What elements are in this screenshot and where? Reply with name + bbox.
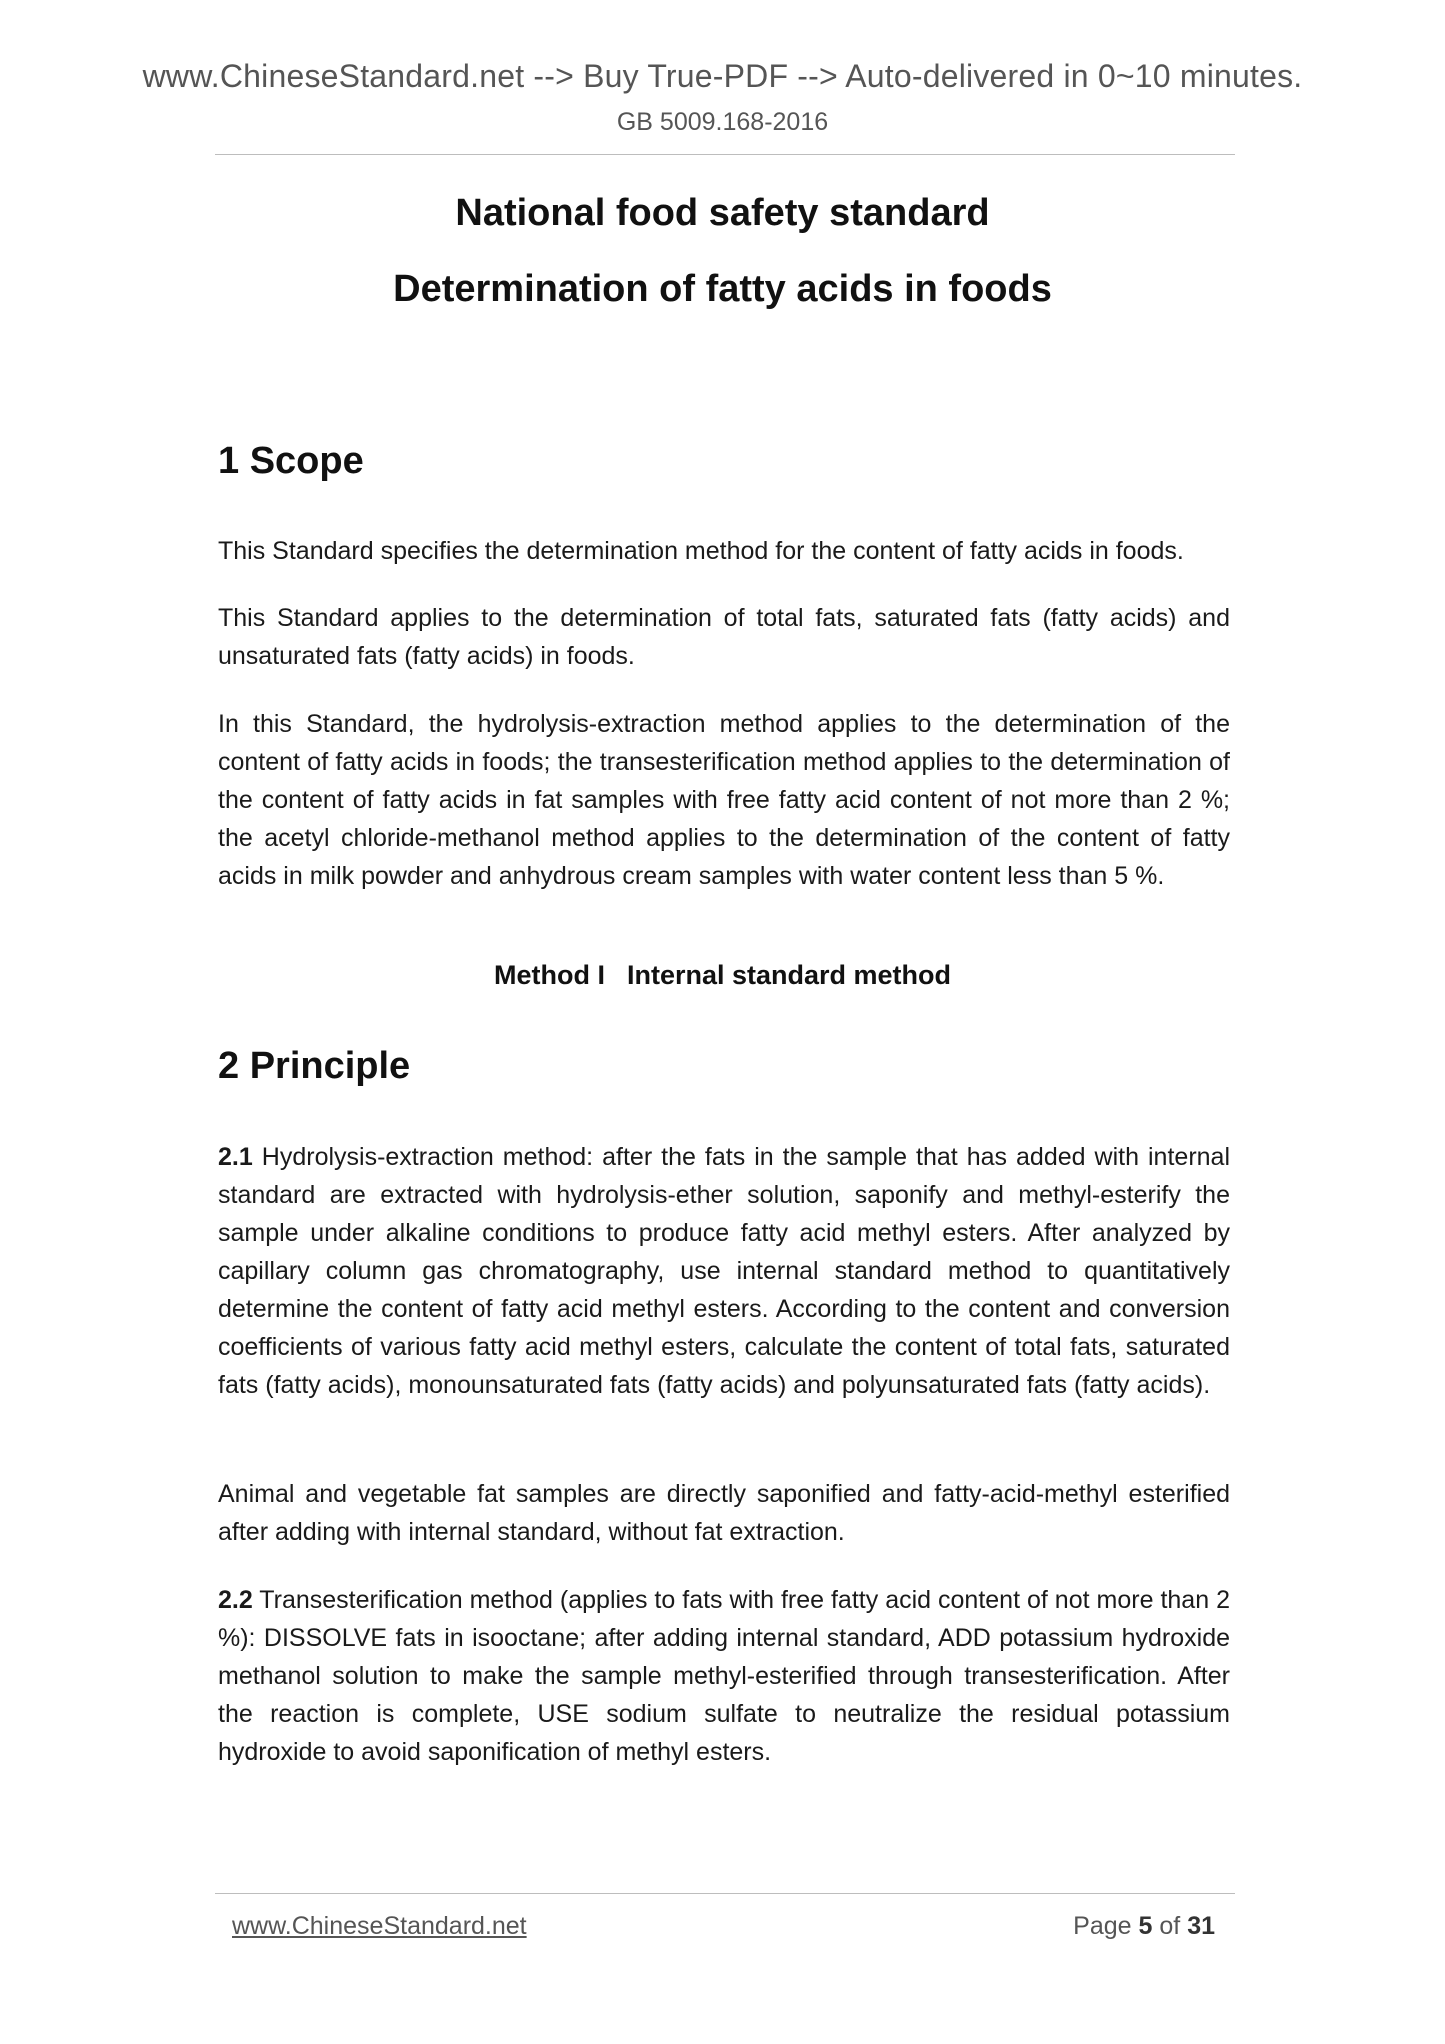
header-divider xyxy=(215,154,1235,155)
section-heading-scope: 1 Scope xyxy=(218,440,364,482)
clause-number-2-2: 2.2 xyxy=(218,1586,253,1614)
clause-number-2-1: 2.1 xyxy=(218,1143,253,1171)
page-total: 31 xyxy=(1187,1912,1215,1940)
document-subtitle: Determination of fatty acids in foods xyxy=(393,268,1052,310)
section-heading-principle: 2 Principle xyxy=(218,1045,411,1087)
page-of: of xyxy=(1159,1912,1181,1940)
page-prefix: Page xyxy=(1073,1912,1132,1940)
footer-website-link[interactable]: www.ChineseStandard.net xyxy=(232,1912,527,1940)
header-banner-link[interactable]: www.ChineseStandard.net --> Buy True-PDF --> Auto-delivered in 0~10 minutes. xyxy=(142,58,1303,94)
document-code: GB 5009.168-2016 xyxy=(616,108,829,136)
scope-paragraph-2: This Standard applies to the determination of total fats, saturated fats (fatty acids) and unsaturated fats (fatty acids) in foods. xyxy=(218,604,1230,670)
method-label: Method I xyxy=(493,960,605,990)
principle-paragraph-2-1 xyxy=(218,1138,1230,1404)
scope-paragraph-3: In this Standard, the hydrolysis-extraction method applies to the determination of the content of fatty acids in foods; the transesterification method applies to the determination of the content of fatty acids in fat samples with free fatty acid content of not more than 2 %; the acetyl chloride-methanol method applies to the determination of the content of fatty acids in milk powder and anhydrous cream samples with water content less than 5 %. xyxy=(218,710,1230,890)
principle-paragraph-2-2 xyxy=(218,1581,1230,1771)
footer-divider xyxy=(215,1893,1235,1894)
page-current: 5 xyxy=(1138,1912,1153,1940)
principle-text-2-1: Hydrolysis-extraction method: after the fats in the sample that has added with internal standard are extracted with hydrolysis-ether solution, saponify and methyl-esterify the sample under alkaline conditions to produce fatty acid methyl esters. After analyzed by capillary column gas chromatography, use internal standard method to quantitatively determine the content of fatty acid methyl esters. According to the content and conversion coefficients of various fatty acid methyl esters, calculate the content of total fats, saturated fats (fatty acids), monounsaturated fats (fatty acids) and polyunsaturated fats (fatty acids). xyxy=(218,1143,1231,1399)
document-title: National food safety standard xyxy=(455,192,990,234)
scope-paragraph-1: This Standard specifies the determination method for the content of fatty acids in foods. xyxy=(218,537,1184,565)
principle-paragraph-fats: Animal and vegetable fat samples are directly saponified and fatty-acid-methyl esterified after adding with internal standard, without fat extraction. xyxy=(218,1480,1230,1546)
method-heading xyxy=(0,960,1445,991)
page-indicator xyxy=(1073,1912,1215,1941)
method-name: Internal standard method xyxy=(626,960,952,990)
principle-text-2-2: Transesterification method (applies to fats with free fatty acid content of not more than 2 %): DISSOLVE fats in isooctane; after adding internal standard, ADD potassium hydroxide methanol solution to make the sample methyl-esterified through transesterification. After the reaction is complete, USE sodium sulfate to neutralize the residual potassium hydroxide to avoid saponification of methyl esters. xyxy=(218,1586,1230,1766)
